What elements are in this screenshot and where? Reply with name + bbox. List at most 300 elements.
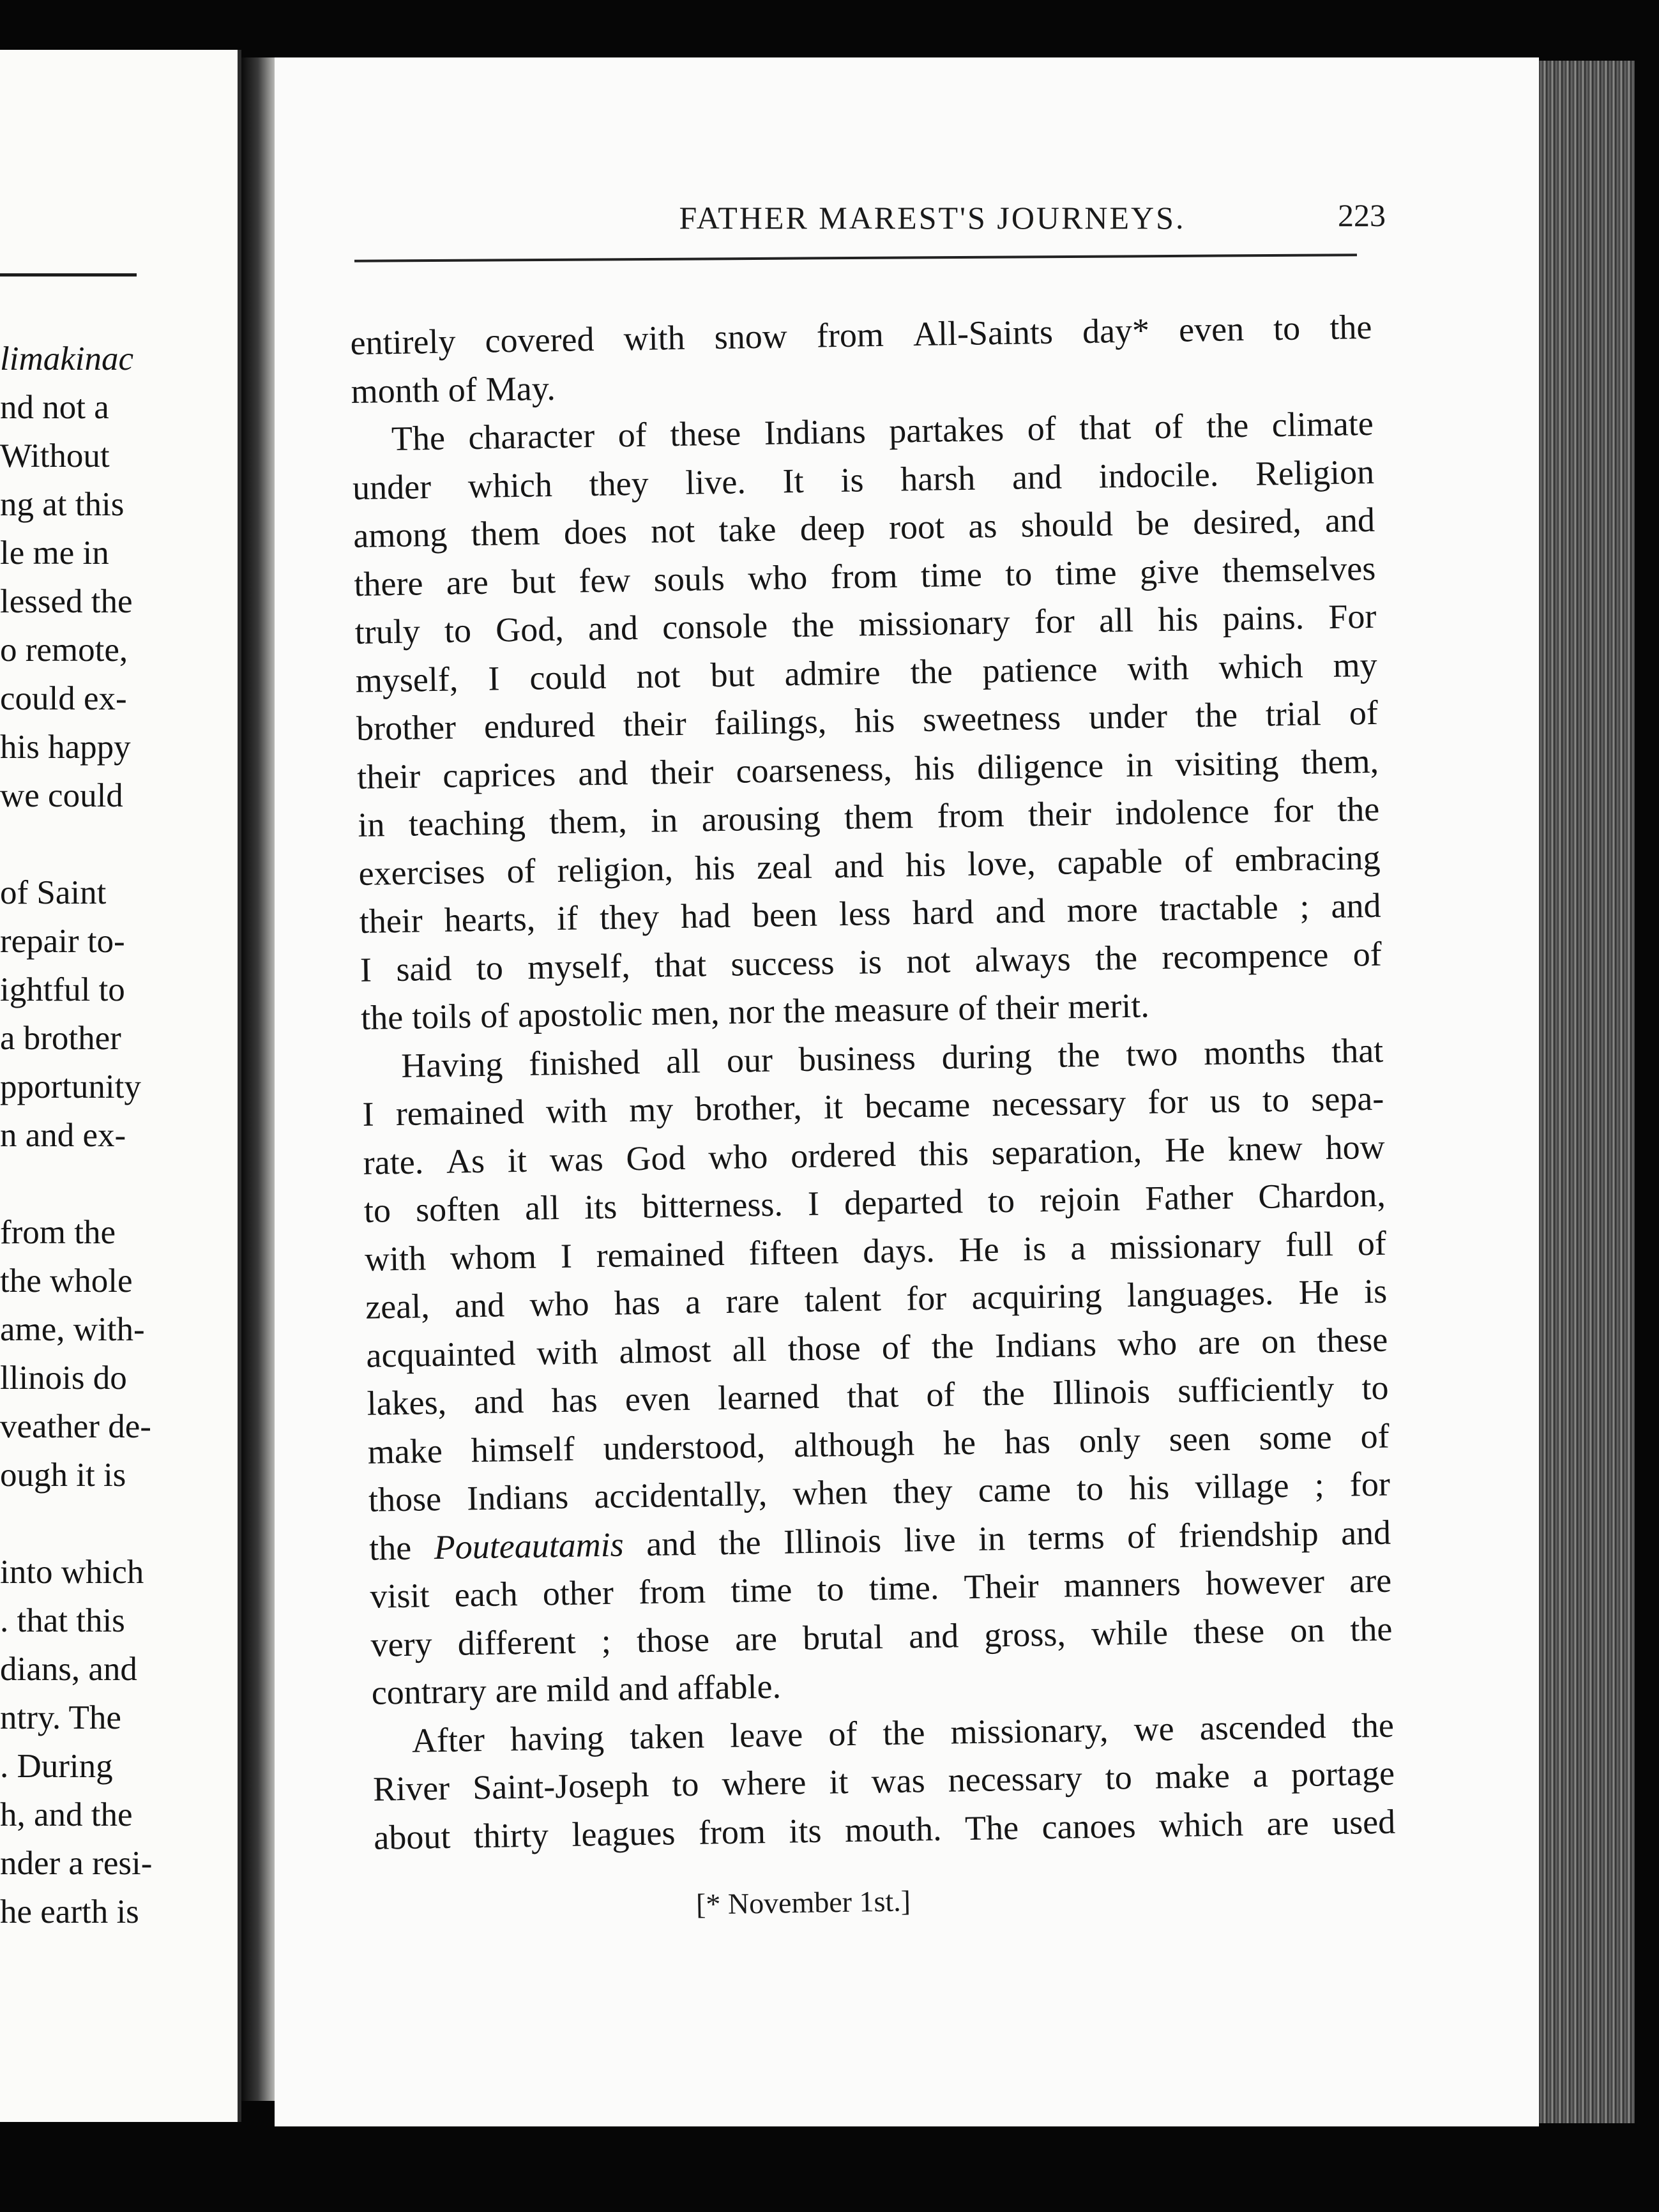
word: ordered: [790, 1135, 897, 1175]
word: and: [473, 1381, 524, 1421]
left-page-line: [0, 480, 238, 529]
left-page-line: [0, 1354, 238, 1402]
word: to: [671, 1764, 699, 1804]
word: to: [476, 948, 504, 987]
word: of: [480, 996, 510, 1035]
word: it: [507, 1140, 527, 1179]
word: separation,: [991, 1131, 1142, 1172]
word: their: [649, 752, 714, 792]
word: while: [1091, 1612, 1169, 1653]
word: live.: [685, 462, 746, 502]
word: that: [654, 944, 707, 985]
word: affable.: [677, 1667, 782, 1708]
left-page-line: [0, 917, 238, 966]
word: the: [1351, 1706, 1395, 1745]
word: missionary,: [950, 1710, 1109, 1751]
word: having: [510, 1718, 605, 1758]
facing-page-left: [0, 50, 241, 2122]
word: and: [1340, 1513, 1391, 1552]
word: He: [1164, 1130, 1206, 1169]
word: necessary: [991, 1083, 1126, 1124]
word: Pouteautamis: [434, 1525, 625, 1566]
word: leagues: [571, 1813, 676, 1854]
word: with: [536, 1332, 598, 1372]
word: came: [978, 1469, 1052, 1510]
word: console: [662, 606, 768, 647]
left-page-line: [0, 626, 238, 674]
word: are: [495, 1670, 538, 1710]
word: they: [893, 1471, 953, 1511]
word: leave: [729, 1715, 803, 1755]
word: for: [1273, 791, 1314, 830]
word: and: [833, 845, 884, 885]
word: the: [1057, 1035, 1100, 1075]
word: I: [807, 1184, 820, 1223]
left-page-line: [0, 1160, 238, 1208]
left-page-line-text: he earth is: [0, 1893, 139, 1930]
left-page-line: [0, 432, 238, 480]
word: under: [352, 467, 432, 507]
word: zeal,: [365, 1287, 430, 1326]
left-page-line: [0, 1548, 238, 1596]
word: ascended: [1199, 1706, 1327, 1747]
word: his: [694, 848, 736, 888]
left-page-line: [0, 1402, 238, 1451]
word: I: [560, 1236, 573, 1275]
word: sufficiently: [1177, 1369, 1335, 1410]
word: capable: [1057, 841, 1163, 882]
word: to: [1361, 1368, 1389, 1407]
word: snow: [714, 317, 788, 357]
word: who: [529, 1284, 589, 1324]
header-rule: [354, 254, 1357, 262]
word: a: [1252, 1755, 1269, 1795]
word: that: [1079, 407, 1132, 448]
left-page-text: [0, 335, 238, 1936]
word: and: [587, 608, 639, 648]
word: of: [448, 370, 478, 409]
word: of: [1349, 693, 1379, 732]
word: but: [511, 561, 556, 601]
word: failings,: [714, 702, 827, 743]
word: Saint-Joseph: [472, 1765, 649, 1807]
word: toils: [411, 997, 472, 1036]
word: contrary: [371, 1671, 487, 1712]
word: the: [882, 1713, 925, 1752]
word: terms: [1027, 1517, 1105, 1557]
word: to: [1004, 554, 1033, 593]
word: should: [1020, 504, 1114, 545]
left-page-line: [0, 771, 238, 820]
word: more: [1066, 890, 1139, 930]
word: all: [1098, 600, 1134, 640]
word: their: [359, 901, 423, 941]
word: make: [1155, 1756, 1231, 1796]
word: his: [1157, 600, 1199, 639]
word: of: [1154, 407, 1184, 446]
word: the: [718, 1522, 762, 1562]
word: brother,: [695, 1088, 803, 1128]
word: the: [1337, 789, 1380, 829]
left-page-line-text: . During: [0, 1748, 113, 1785]
word: but: [710, 655, 755, 694]
word: from: [937, 796, 1004, 835]
left-page-line: [0, 529, 238, 577]
word: acquainted: [366, 1333, 516, 1375]
word: he: [943, 1423, 976, 1462]
word: nor: [728, 992, 775, 1031]
word: different: [457, 1622, 577, 1663]
word: character: [467, 416, 595, 457]
word: finished: [528, 1042, 640, 1083]
word: God,: [495, 609, 564, 649]
word: ;: [1314, 1466, 1325, 1504]
word: however: [1205, 1562, 1325, 1603]
word: of: [617, 415, 648, 455]
left-page-line-text: pportunity: [0, 1068, 141, 1105]
left-page-line-text: ame, with-: [0, 1311, 145, 1348]
word: they: [599, 897, 660, 937]
word: from: [816, 315, 884, 355]
word: been: [752, 895, 818, 935]
word: give: [1139, 551, 1200, 591]
word: myself,: [355, 659, 458, 700]
word: these: [669, 414, 741, 454]
word: used: [1331, 1802, 1396, 1842]
word: entirely: [350, 322, 456, 362]
word: only: [1079, 1420, 1141, 1460]
word: was: [871, 1761, 926, 1801]
left-page-rule: [0, 273, 137, 276]
word: us: [1209, 1081, 1241, 1120]
word: arousing: [701, 798, 821, 839]
word: departed: [844, 1182, 964, 1223]
word: and: [1324, 500, 1375, 540]
word: for: [1349, 1464, 1391, 1504]
left-page-line-text: veather de-: [0, 1408, 151, 1445]
word: portage: [1291, 1754, 1395, 1794]
word: deep: [799, 508, 866, 548]
left-page-line-text: . that this: [0, 1602, 125, 1639]
word: time: [920, 555, 983, 595]
word: Religion: [1255, 452, 1375, 493]
word: to: [363, 1191, 391, 1230]
left-page-line: [0, 1014, 238, 1063]
word: recompence: [1161, 935, 1329, 976]
word: covered: [485, 319, 595, 360]
left-page-line: [0, 1645, 238, 1693]
word: is: [1022, 1229, 1047, 1268]
page-number: 223: [1338, 197, 1386, 233]
word: Indians: [764, 412, 867, 452]
word: as: [967, 506, 997, 545]
word: rejoin: [1039, 1179, 1121, 1220]
word: He: [1298, 1272, 1340, 1312]
word: and: [618, 1669, 669, 1708]
word: the: [783, 991, 826, 1031]
word: Indians: [994, 1324, 1097, 1365]
left-page-line-text: ng at this: [0, 486, 125, 523]
word: and: [908, 1616, 959, 1656]
word: sweetness: [922, 698, 1061, 739]
word: zeal: [756, 847, 813, 886]
word: their: [623, 704, 687, 744]
word: month: [351, 370, 440, 411]
word: themselves: [1222, 549, 1376, 590]
left-page-line-text: limakinac: [0, 340, 133, 377]
word: love,: [967, 843, 1036, 883]
word: although: [793, 1423, 915, 1464]
word: is: [840, 460, 864, 499]
word: of: [1357, 1223, 1387, 1262]
word: embracing: [1234, 838, 1381, 879]
word: I: [360, 950, 372, 989]
word: the: [1195, 695, 1238, 735]
left-page-line: [0, 1063, 238, 1111]
word: always: [974, 939, 1072, 980]
word: it: [829, 1762, 849, 1801]
word: the: [1095, 938, 1138, 978]
word: that: [846, 1375, 899, 1415]
word: our: [726, 1040, 773, 1080]
word: visit: [369, 1576, 430, 1616]
word: all: [732, 1329, 768, 1369]
word: religion,: [557, 849, 674, 890]
word: that: [1331, 1031, 1384, 1070]
word: from: [830, 556, 898, 596]
word: The: [391, 418, 446, 458]
word: has: [614, 1283, 661, 1322]
word: Father: [1144, 1178, 1234, 1218]
word: with: [545, 1091, 608, 1131]
word: could: [529, 657, 607, 697]
word: and: [454, 1285, 505, 1325]
body-text: [350, 303, 1396, 1862]
word: their: [356, 756, 421, 796]
word: Illinois: [1052, 1372, 1151, 1412]
word: became: [864, 1085, 971, 1126]
word: indolence: [1114, 791, 1250, 833]
word: sepa-: [1310, 1079, 1384, 1119]
word: was: [549, 1139, 604, 1179]
left-page-line: [0, 1451, 238, 1499]
word: for: [1034, 602, 1075, 641]
word: root: [888, 507, 945, 547]
word: accidentally,: [593, 1474, 768, 1516]
word: on: [1289, 1610, 1325, 1649]
word: partakes: [888, 409, 1004, 450]
left-page-line: [0, 335, 238, 383]
word: are: [1266, 1803, 1310, 1843]
word: taken: [629, 1716, 705, 1756]
word: when: [792, 1473, 868, 1513]
word: thirty: [473, 1815, 549, 1855]
word: which: [1158, 1804, 1244, 1844]
left-page-line-text: of Saint: [0, 874, 107, 911]
word: Chardon,: [1257, 1175, 1386, 1216]
word: does: [563, 512, 628, 552]
left-page-line: [0, 1596, 238, 1645]
left-page-line-text: h, and the: [0, 1796, 133, 1833]
left-page-line-text: ough it is: [0, 1457, 126, 1494]
word: indocile.: [1098, 455, 1219, 496]
word: of: [925, 1375, 955, 1414]
word: who: [747, 557, 808, 597]
left-page-line-text: Without: [0, 437, 110, 474]
left-page-line: [0, 577, 238, 626]
book-page: [275, 57, 1539, 2126]
word: the: [931, 1326, 974, 1366]
left-page-line-text: repair to-: [0, 923, 125, 960]
word: on: [1261, 1321, 1296, 1361]
word: All-Saints: [913, 312, 1054, 354]
word: measure: [834, 989, 950, 1030]
word: of: [1126, 1516, 1156, 1556]
word: the: [368, 1528, 412, 1568]
word: few: [578, 560, 631, 600]
word: brutal: [802, 1617, 884, 1657]
word: be: [1136, 503, 1170, 543]
left-page-line: [0, 1839, 238, 1888]
word: in: [357, 805, 385, 844]
word: a: [685, 1282, 701, 1321]
word: almost: [619, 1330, 712, 1371]
left-page-line-text: the whole: [0, 1262, 133, 1299]
word: mouth.: [844, 1809, 943, 1849]
word: which: [467, 465, 553, 505]
word: Their: [964, 1566, 1040, 1607]
word: his: [914, 748, 955, 787]
word: all: [524, 1188, 560, 1227]
word: caprices: [442, 754, 556, 795]
word: Having: [400, 1044, 503, 1085]
word: these: [1193, 1611, 1265, 1651]
word: with: [364, 1238, 427, 1278]
word: pains.: [1222, 598, 1305, 638]
word: hard: [912, 892, 974, 932]
word: gross,: [983, 1614, 1066, 1655]
word: in: [1125, 745, 1153, 784]
left-page-line-text: o remote,: [0, 632, 128, 669]
word: some: [1259, 1417, 1333, 1457]
word: He: [958, 1229, 999, 1269]
word: a: [1070, 1228, 1086, 1267]
word: The: [964, 1808, 1019, 1847]
word: of: [828, 1714, 858, 1754]
left-page-line: [0, 1208, 238, 1257]
left-page-line-text: from the: [0, 1214, 116, 1251]
left-page-line-text: lessed the: [0, 583, 133, 620]
word: After: [411, 1720, 485, 1760]
left-page-line-text: llinois do: [0, 1360, 127, 1397]
word: less: [838, 893, 891, 934]
word: those: [787, 1328, 861, 1368]
word: said: [395, 949, 452, 989]
word: there: [354, 563, 423, 603]
word: is: [858, 942, 883, 981]
word: trial: [1265, 694, 1322, 734]
word: has: [1004, 1421, 1051, 1461]
word: missionary: [858, 602, 1011, 644]
word: village: [1195, 1466, 1289, 1506]
word: full: [1285, 1224, 1334, 1264]
left-page-line-text: le me in: [0, 534, 109, 572]
left-page-line-text: his happy: [0, 729, 131, 766]
word: desired,: [1192, 501, 1302, 542]
word: has: [551, 1381, 598, 1420]
word: how: [1325, 1127, 1386, 1167]
word: manners: [1063, 1564, 1181, 1605]
word: not: [650, 511, 695, 550]
left-page-line: [0, 1111, 238, 1160]
word: his: [854, 701, 895, 740]
word: success: [731, 943, 835, 983]
word: missionary: [1109, 1225, 1262, 1266]
word: live: [904, 1519, 957, 1559]
word: of: [1027, 409, 1057, 448]
running-title: FATHER MAREST'S JOURNEYS.: [679, 200, 1186, 236]
word: are: [446, 563, 489, 602]
running-header: [275, 192, 1539, 243]
word: all: [665, 1042, 701, 1080]
word: the: [1349, 1609, 1393, 1649]
word: talent: [804, 1280, 882, 1320]
word: to: [987, 1181, 1015, 1220]
word: his: [905, 844, 946, 884]
word: of: [1352, 934, 1382, 973]
word: apostolic: [517, 994, 643, 1034]
word: among: [352, 515, 448, 555]
left-page-line-text: ightful to: [0, 971, 125, 1008]
word: who: [708, 1137, 768, 1176]
word: rare: [725, 1281, 780, 1321]
word: admire: [784, 653, 881, 693]
word: of: [881, 1327, 911, 1367]
word: rate.: [363, 1142, 424, 1182]
word: even: [1178, 310, 1245, 349]
word: them,: [549, 801, 628, 842]
word: other: [542, 1573, 614, 1613]
left-page-line-text: nd not a: [0, 389, 109, 426]
word: patience: [982, 649, 1098, 690]
word: those: [636, 1619, 710, 1660]
word: time.: [868, 1568, 939, 1608]
word: time: [1055, 552, 1117, 593]
word: to: [817, 1570, 845, 1609]
word: the: [1329, 307, 1372, 347]
word: acquiring: [971, 1276, 1102, 1317]
word: River: [372, 1768, 450, 1808]
word: business: [798, 1038, 916, 1079]
word: their: [995, 987, 1059, 1027]
word: its: [788, 1811, 822, 1850]
word: with: [623, 318, 686, 358]
word: they: [589, 464, 649, 503]
word: its: [584, 1187, 617, 1227]
word: myself,: [527, 946, 631, 987]
word: coarseness,: [736, 749, 893, 791]
word: ;: [1299, 887, 1310, 926]
word: this: [918, 1133, 969, 1173]
word: and: [1331, 886, 1381, 925]
word: the: [1206, 405, 1249, 445]
word: learned: [717, 1377, 820, 1418]
word: two: [1125, 1034, 1178, 1073]
word: necessary: [948, 1759, 1083, 1799]
word: for: [905, 1278, 947, 1318]
word: months: [1203, 1032, 1306, 1072]
word: May.: [485, 368, 556, 409]
